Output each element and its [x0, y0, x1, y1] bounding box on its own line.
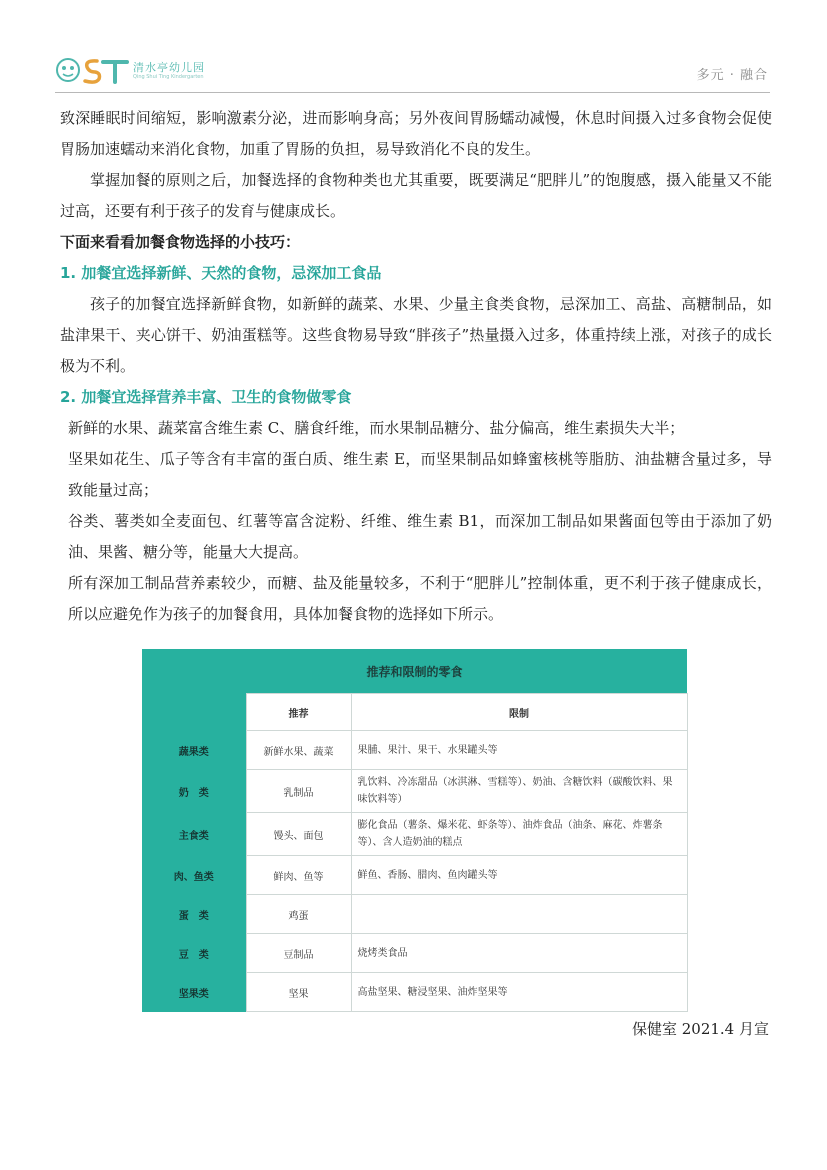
table-row: [142, 731, 687, 770]
table-caption: 推荐和限制的零食: [142, 649, 687, 694]
header-tagline: 多元 · 融合: [696, 68, 768, 83]
logo-subtitle: Qing Shui Ting Kindergarten: [133, 74, 204, 80]
snack-table-grid: [142, 649, 688, 1012]
row-category: 蛋 类: [142, 895, 246, 934]
section-heading-2: 2. 加餐宜选择营养丰富、卫生的食物做零食: [60, 388, 352, 406]
row-limit: [351, 895, 687, 934]
row-category: 主食类: [142, 813, 246, 856]
row-category: 肉、鱼类: [142, 856, 246, 895]
table-row: [142, 856, 687, 895]
row-recommend: 鲜肉、鱼等: [246, 856, 351, 895]
row-limit: 乳饮料、冷冻甜品（冰淇淋、雪糕等）、奶油、含糖饮料（碳酸饮料、果味饮料等）: [351, 770, 687, 813]
table-row: [142, 934, 687, 973]
row-recommend: 豆制品: [246, 934, 351, 973]
paragraph: 所有深加工制品营养素较少，而糖、盐及能量较多，不利于“肥胖儿”控制体重，更不利于孩子健康成长，所以应避免作为孩子的加餐食用，具体加餐食物的选择如下所示。: [68, 574, 772, 623]
row-limit: 高盐坚果、糖浸坚果、油炸坚果等: [351, 973, 687, 1012]
column-header-limit: 限制: [351, 694, 687, 731]
row-recommend: 坚果: [246, 973, 351, 1012]
page-header: [55, 50, 770, 90]
row-category: 奶 类: [142, 770, 246, 813]
tips-intro: 下面来看看加餐食物选择的小技巧：: [60, 233, 301, 251]
row-recommend: 鸡蛋: [246, 895, 351, 934]
row-category: 豆 类: [142, 934, 246, 973]
table-row: [142, 895, 687, 934]
paragraph: 坚果如花生、瓜子等含有丰富的蛋白质、维生素 E，而坚果制品如蜂蜜核桃等脂肪、油盐糖含量过多，导致能量过高；: [68, 450, 772, 499]
kindergarten-logo: [55, 54, 295, 88]
row-recommend: 馒头、面包: [246, 813, 351, 856]
row-category: 坚果类: [142, 973, 246, 1012]
section-heading-1: 1. 加餐宜选择新鲜、天然的食物，忌深加工食品: [60, 264, 382, 282]
logo-mark-icon: [55, 54, 131, 86]
table-row: [142, 813, 687, 856]
paragraph: 掌握加餐的原则之后，加餐选择的食物种类也尤其重要，既要满足“肥胖儿”的饱腹感，摄入能量又不能过高，还要有利于孩子的发育与健康成长。: [60, 171, 772, 220]
row-category: 蔬果类: [142, 731, 246, 770]
column-header-recommend: 推荐: [246, 694, 351, 731]
footer-signature: 保健室 2021.4 月宣: [631, 1020, 769, 1038]
paragraph: 谷类、薯类如全麦面包、红薯等富含淀粉、纤维、维生素 B1，而深加工制品如果酱面包等由于添加了奶油、果酱、糖分等，能量大大提高。: [68, 512, 772, 561]
table-row: [142, 770, 687, 813]
table-corner: [142, 694, 246, 731]
paragraph: 致深睡眠时间缩短，影响激素分泌，进而影响身高；另外夜间胃肠蠕动减慢，休息时间摄入过多食物会促使胃肠加速蠕动来消化食物，加重了胃肠的负担，易导致消化不良的发生。: [60, 109, 772, 158]
table-row: [142, 973, 687, 1012]
header-divider: [55, 92, 770, 93]
row-limit: 果脯、果汁、果干、水果罐头等: [351, 731, 687, 770]
row-limit: 烧烤类食品: [351, 934, 687, 973]
paragraph: 孩子的加餐宜选择新鲜食物，如新鲜的蔬菜、水果、少量主食类食物，忌深加工、高盐、高糖制品，如盐津果干、夹心饼干、奶油蛋糕等。这些食物易导致“胖孩子”热量摄入过多，体重持续上涨，对孩子的成长极为不利。: [60, 295, 772, 375]
row-limit: 鲜鱼、香肠、腊肉、鱼肉罐头等: [351, 856, 687, 895]
logo-title: 清水亭幼儿园: [133, 61, 205, 74]
article-body: [60, 103, 772, 630]
row-limit: 膨化食品（薯条、爆米花、虾条等）、油炸食品（油条、麻花、炸薯条等）、含人造奶油的糕点: [351, 813, 687, 856]
row-recommend: 乳制品: [246, 770, 351, 813]
paragraph: 新鲜的水果、蔬菜富含维生素 C、膳食纤维，而水果制品糖分、盐分偏高，维生素损失大半；: [68, 419, 685, 437]
snack-table: [142, 649, 687, 1001]
row-recommend: 新鲜水果、蔬菜: [246, 731, 351, 770]
